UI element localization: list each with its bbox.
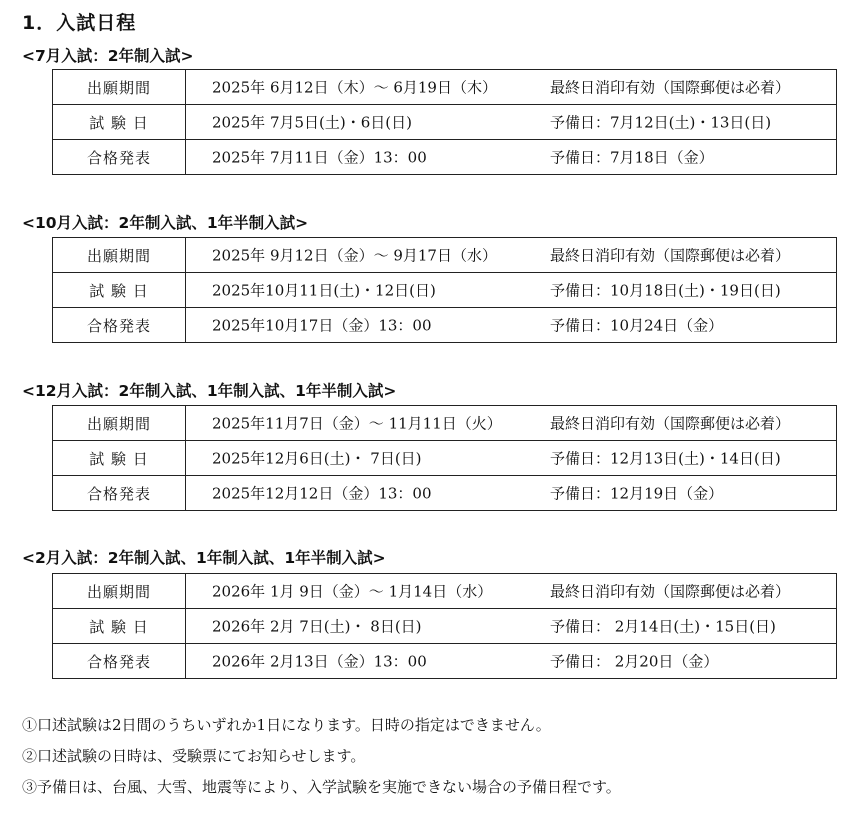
- note-cell: 予備日： 2月20日（金）: [550, 652, 719, 671]
- note-cell: 予備日：12月19日（金）: [550, 484, 724, 503]
- table-row: [53, 273, 837, 308]
- date-cell: 2025年 7月5日(土)・6日(日): [212, 113, 412, 132]
- row-label: 出願期間: [53, 238, 186, 273]
- note-cell: 予備日：10月18日(土)・19日(日): [550, 281, 781, 300]
- table-row: [53, 140, 837, 175]
- date-cell: 2026年 2月13日（金）13：00: [212, 652, 427, 671]
- schedule-table-july: [52, 69, 837, 175]
- section-title-december: <12月入試：2年制入試、1年制入試、1年半制入試>: [22, 382, 397, 400]
- table-row: [53, 476, 837, 511]
- date-cell: 2025年12月6日(土)・ 7日(日): [212, 449, 422, 468]
- note-cell: 予備日：12月13日(土)・14日(日): [550, 449, 781, 468]
- row-label: 合格発表: [53, 476, 186, 511]
- section-title-october: <10月入試：2年制入試、1年半制入試>: [22, 214, 309, 232]
- note-cell: 予備日：7月18日（金）: [550, 148, 714, 167]
- schedule-table-october: [52, 237, 837, 343]
- date-cell: 2025年 9月12日（金）～ 9月17日（水）: [212, 246, 497, 265]
- row-label: 試 験 日: [53, 441, 186, 476]
- row-label: 合格発表: [53, 308, 186, 343]
- row-label: 合格発表: [53, 140, 186, 175]
- row-label: 試 験 日: [53, 105, 186, 140]
- table-row: [53, 406, 837, 441]
- schedule-table-december: [52, 405, 837, 511]
- date-cell: 2026年 2月 7日(土)・ 8日(日): [212, 617, 422, 636]
- section-title-february: <2月入試：2年制入試、1年制入試、1年半制入試>: [22, 549, 386, 567]
- table-row: [53, 70, 837, 105]
- note-cell: 予備日：7月12日(土)・13日(日): [550, 113, 772, 132]
- date-cell: 2025年11月7日（金）～ 11月11日（火）: [212, 414, 502, 433]
- notes: [22, 710, 621, 803]
- schedule-table-february: [52, 573, 837, 679]
- note-cell: 予備日： 2月14日(土)・15日(日): [550, 617, 776, 636]
- row-label: 出願期間: [53, 574, 186, 609]
- note-cell: 最終日消印有効（国際郵便は必着）: [550, 582, 791, 601]
- note-cell: 最終日消印有効（国際郵便は必着）: [550, 78, 791, 97]
- table-row: [53, 574, 837, 609]
- note-cell: 予備日：10月24日（金）: [550, 316, 724, 335]
- table-row: [53, 308, 837, 343]
- date-cell: 2025年10月11日(土)・12日(日): [212, 281, 436, 300]
- table-row: [53, 238, 837, 273]
- table-row: [53, 609, 837, 644]
- date-cell: 2025年 6月12日（木）～ 6月19日（木）: [212, 78, 497, 97]
- note-item: ①口述試験は2日間のうちいずれか1日になります。日時の指定はできません。: [22, 716, 551, 734]
- note-item: ③予備日は、台風、大雪、地震等により、入学試験を実施できない場合の予備日程です。: [22, 778, 621, 796]
- table-row: [53, 441, 837, 476]
- date-cell: 2025年12月12日（金）13：00: [212, 484, 432, 503]
- row-label: 出願期間: [53, 406, 186, 441]
- date-cell: 2026年 1月 9日（金）～ 1月14日（水）: [212, 582, 493, 601]
- table-row: [53, 105, 837, 140]
- note-cell: 最終日消印有効（国際郵便は必着）: [550, 246, 791, 265]
- section-title-july: <7月入試：2年制入試>: [22, 47, 194, 65]
- date-cell: 2025年10月17日（金）13：00: [212, 316, 432, 335]
- table-row: [53, 644, 837, 679]
- note-item: ②口述試験の日時は、受験票にてお知らせします。: [22, 747, 366, 765]
- row-label: 試 験 日: [53, 609, 186, 644]
- row-label: 出願期間: [53, 70, 186, 105]
- page-title: 1．入試日程: [22, 12, 137, 34]
- row-label: 合格発表: [53, 644, 186, 679]
- date-cell: 2025年 7月11日（金）13：00: [212, 148, 427, 167]
- note-cell: 最終日消印有効（国際郵便は必着）: [550, 414, 791, 433]
- row-label: 試 験 日: [53, 273, 186, 308]
